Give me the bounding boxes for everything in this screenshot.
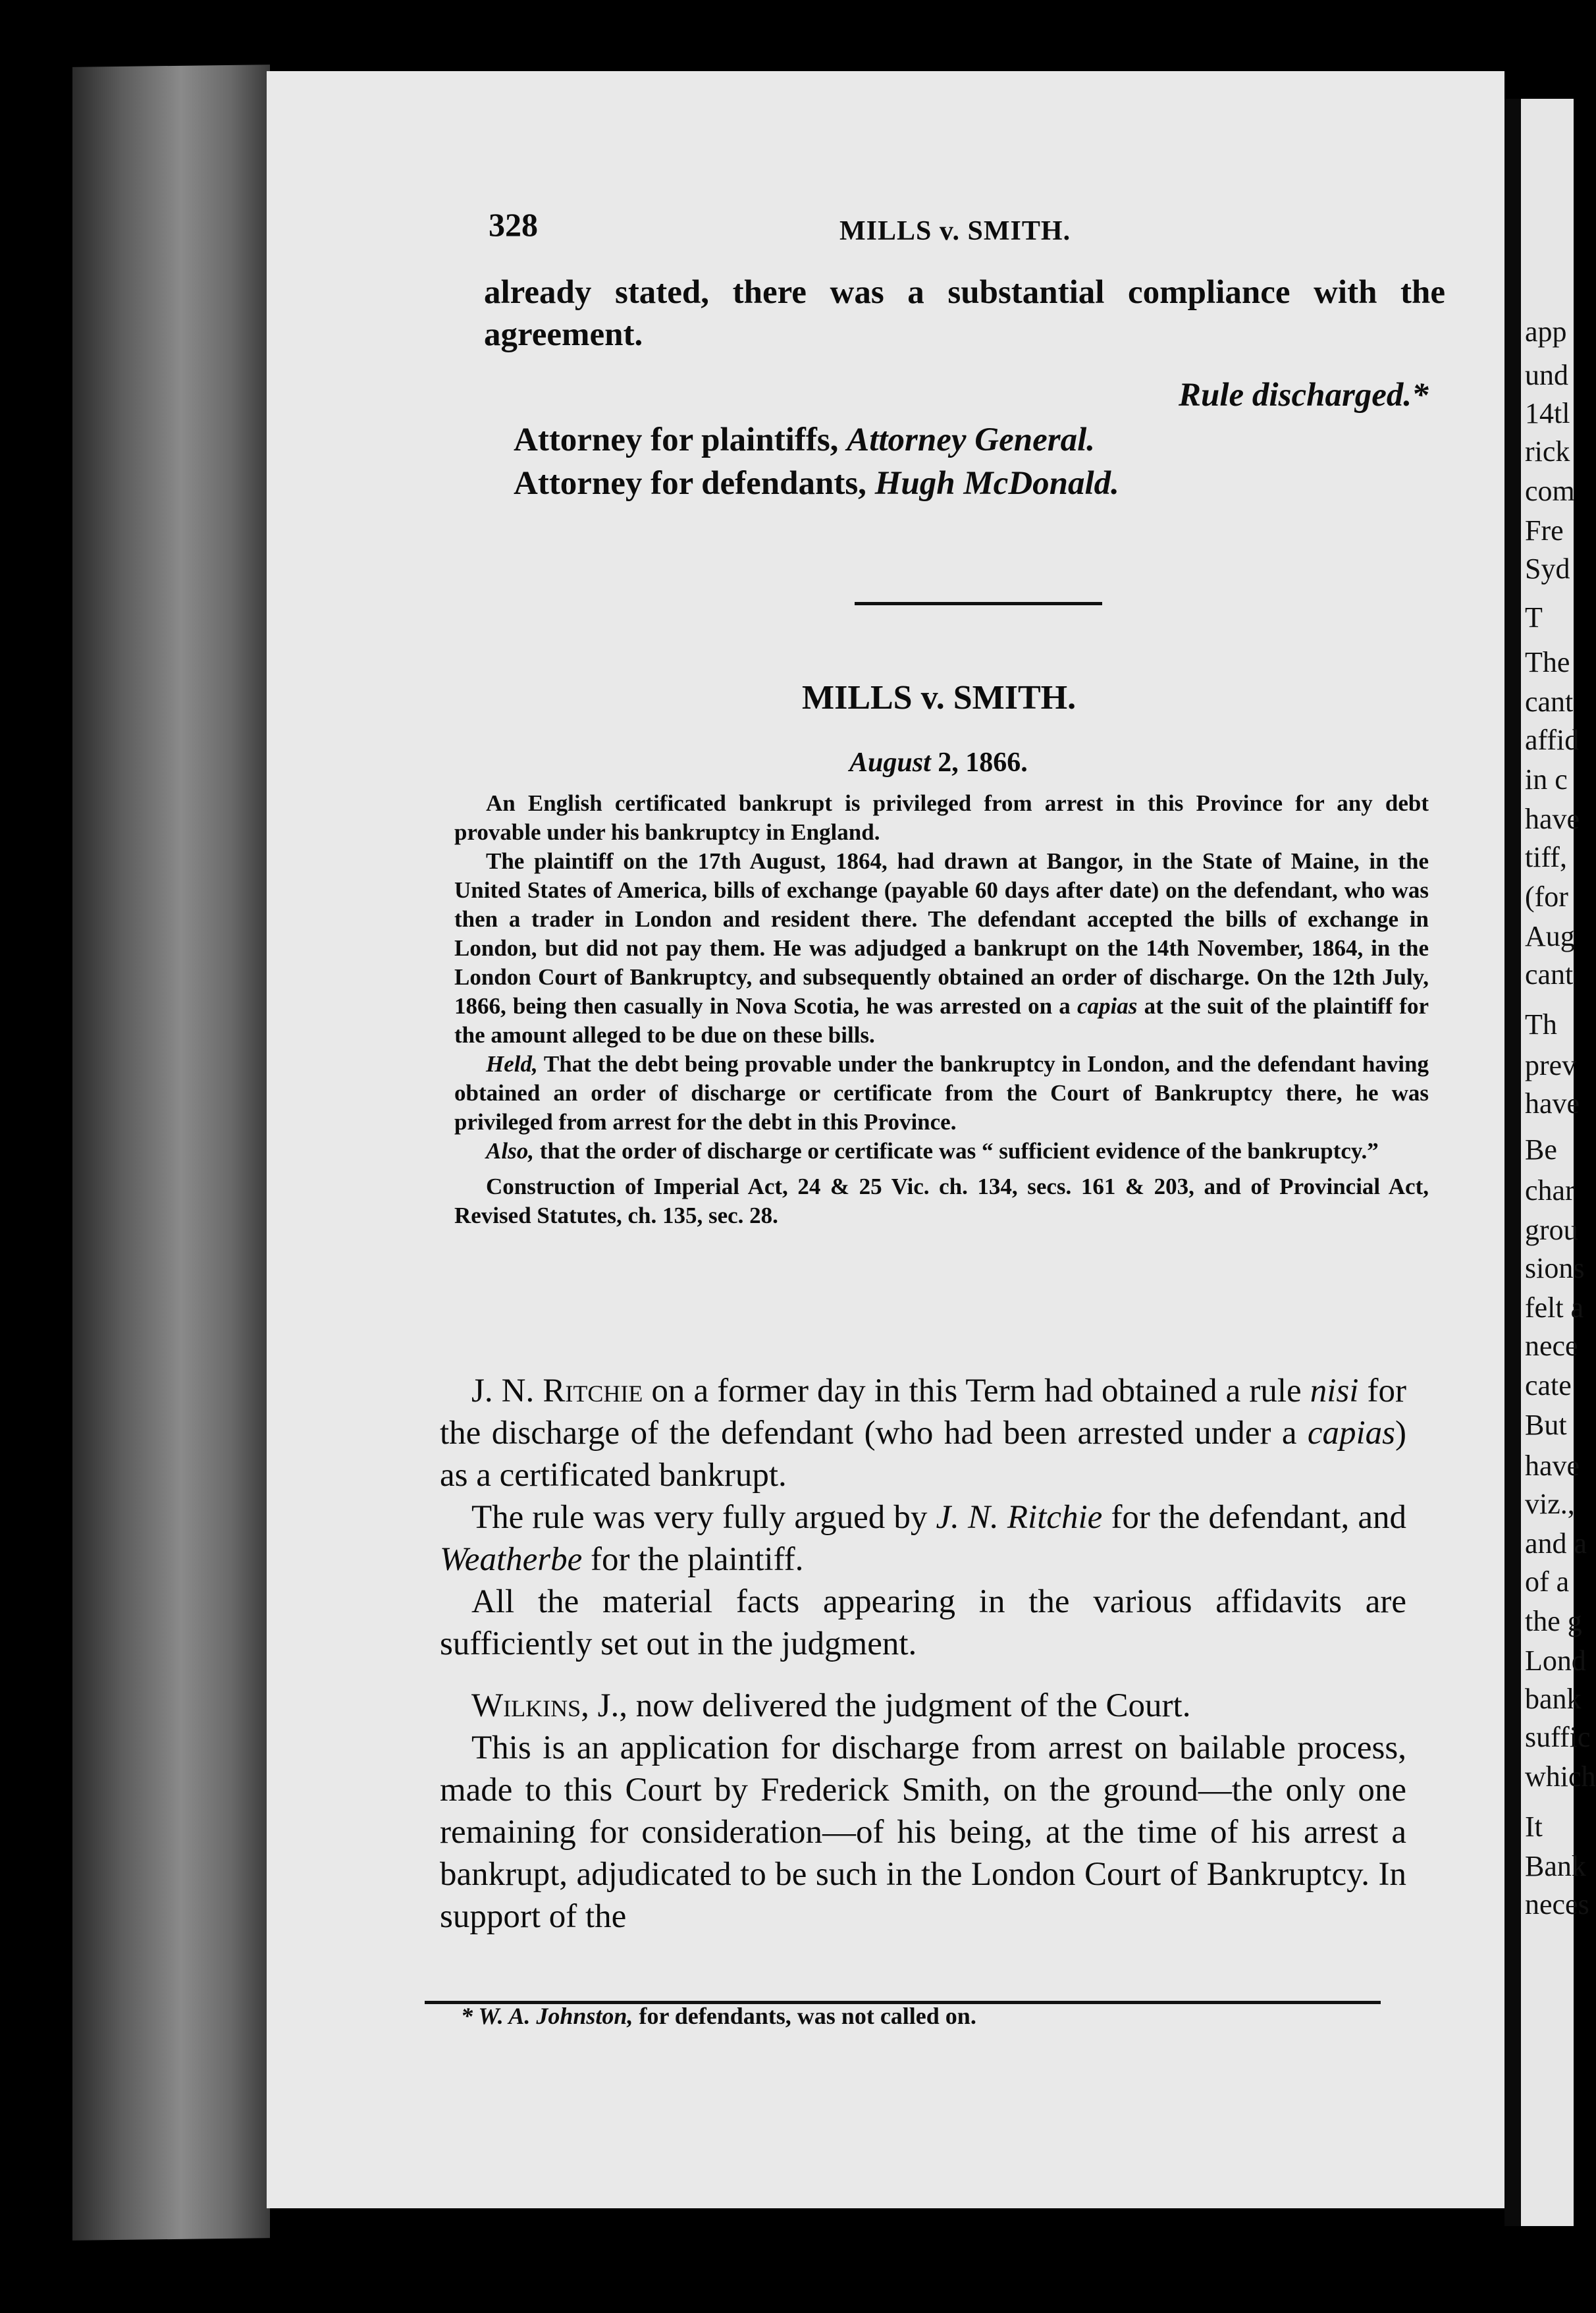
- adjacent-page-text: Be: [1525, 1133, 1557, 1166]
- adjacent-page-text: Lond: [1525, 1645, 1586, 1677]
- adjacent-page-text: T: [1525, 601, 1543, 634]
- adjacent-page-text: nece: [1525, 1330, 1578, 1362]
- body-text-span: ) as a certificated bankrupt.: [440, 1415, 1407, 1494]
- headnote-rule: An English certificated bankrupt is privileged from arrest in this Province for any debt provable under his bankruptcy in England.: [454, 790, 1429, 845]
- counsel-name: Attorney General.: [847, 422, 1095, 458]
- adjacent-page-text: Fre: [1525, 514, 1564, 547]
- adjacent-page-text: Th: [1525, 1008, 1557, 1041]
- adjacent-page-text: und: [1525, 359, 1568, 391]
- body-text-span: for the defendant, and: [1111, 1499, 1407, 1536]
- footnote-text: for defendants, was not called on.: [639, 2003, 976, 2029]
- adjacent-page-text: grou: [1525, 1214, 1578, 1246]
- capias-term: capias: [1077, 993, 1138, 1019]
- headnote-construction: Construction of Imperial Act, 24 & 25 Vic. ch. 134, secs. 161 & 203, and of Provincial Act, Revised Statutes, ch. 135, sec. 28.: [454, 1174, 1429, 1228]
- adjacent-page-text: suffic: [1525, 1721, 1591, 1753]
- adjacent-page-text: cant: [1525, 686, 1574, 718]
- adjacent-page-text: app: [1525, 315, 1567, 348]
- adjacent-page-text: felt a: [1525, 1292, 1584, 1324]
- adjacent-page-text: Bank: [1525, 1850, 1586, 1882]
- adjacent-page-text: bank: [1525, 1683, 1582, 1715]
- adjacent-page-text: But: [1525, 1409, 1567, 1441]
- body-text-span: now delivered the judgment of the Court.: [635, 1687, 1191, 1724]
- counsel-name: J. N. Ritchie: [936, 1499, 1103, 1536]
- nisi-term: nisi: [1310, 1373, 1359, 1409]
- body-text-span: for the discharge of the defendant (who had been arrested under a: [440, 1373, 1406, 1452]
- running-title: MILLS v. SMITH.: [839, 216, 1071, 246]
- held-text: That the debt being provable under the bankruptcy in London, and the defendant having obtained an order of discharge or certificate from the Court of Bankruptcy there, he was privileged from arrest for the debt in this Province.: [454, 1051, 1429, 1135]
- adjacent-page-text: cant: [1525, 958, 1574, 991]
- counsel-name: J. N. Ritchie: [471, 1373, 643, 1409]
- adjacent-page-text: tiff,: [1525, 841, 1567, 873]
- adjacent-page-text: the g: [1525, 1605, 1582, 1637]
- body-paragraph-3: All the material facts appearing in the various affidavits are sufficiently set out in the judgment.: [440, 1583, 1406, 1662]
- counsel-label: Attorney for defendants,: [514, 465, 866, 502]
- adjacent-page-text: com: [1525, 475, 1575, 507]
- headnote-facts-b: at the suit of the plaintiff for the amount alleged to be due on these bills.: [454, 993, 1429, 1048]
- previous-case-paragraph: [484, 271, 1445, 356]
- case-date-month: August: [849, 748, 931, 778]
- book-spine: [72, 65, 270, 2241]
- adjacent-page-text: prev: [1525, 1049, 1577, 1081]
- headnote-facts-a: The plaintiff on the 17th August, 1864, had drawn at Bangor, in the State of Maine, in the United States of America, bills of exchange (payable 60 days after date) on the defendant, who was then a trader in London and resident there. The defendant accepted the bills of exchange in London, but did not pay them. He was adjudged a bankrupt on the 14th November, 1864, in the London Court of Bankruptcy, and subsequently obtained an order of discharge. On the 12th July, 1866, being then casually in Nova Scotia, he was arrested on a: [454, 848, 1429, 1019]
- held-label: Held,: [486, 1051, 538, 1077]
- body-paragraph-1: [440, 1370, 1406, 1496]
- adjacent-page-text: in c: [1525, 763, 1568, 796]
- case-date-rest: 2, 1866.: [938, 748, 1028, 778]
- counsel-label: Attorney for plaintiffs,: [514, 422, 839, 458]
- capias-term: capias: [1307, 1415, 1396, 1452]
- adjacent-page-text: which: [1525, 1760, 1596, 1793]
- adjacent-page-text: char: [1525, 1174, 1575, 1207]
- adjacent-page-text: have: [1525, 1087, 1580, 1120]
- adjacent-page-text: of a: [1525, 1565, 1570, 1598]
- body-paragraph-4: [440, 1685, 1406, 1727]
- body-paragraph-2: [440, 1496, 1406, 1581]
- adjacent-page-fragment: [1521, 99, 1596, 2226]
- adjacent-page-text: affid: [1525, 724, 1580, 756]
- adjacent-page-text: 14tl: [1525, 397, 1570, 429]
- adjacent-page-text: have: [1525, 1450, 1580, 1482]
- section-divider: [855, 602, 1102, 605]
- body-paragraph-5: This is an application for discharge from arrest on bailable process, made to this Court by Frederick Smith, on the ground—the only one remaining for consideration—of his being, at the time of his arrest a bankrupt, adjudicated to be such in the London Court of Bankruptcy. In support of the: [440, 1729, 1406, 1935]
- judge-name: Wilkins, J.,: [471, 1687, 627, 1724]
- counsel-plaintiffs: [514, 419, 1095, 461]
- page-gutter: [1504, 99, 1523, 2226]
- headnotes: [454, 789, 1429, 1230]
- case-date: [849, 747, 1028, 778]
- body-text-span: on a former day in this Term had obtained a rule: [651, 1373, 1302, 1409]
- adjacent-page-text: sions: [1525, 1252, 1585, 1284]
- counsel-defendants: [514, 462, 1119, 504]
- adjacent-page-text: (for: [1525, 881, 1568, 913]
- also-text: that the order of discharge or certificate was “ sufficient evidence of the bankruptcy.”: [539, 1138, 1379, 1164]
- adjacent-page-text: have: [1525, 803, 1580, 835]
- headnote-facts: [454, 847, 1429, 1050]
- also-label: Also,: [486, 1138, 534, 1164]
- adjacent-page-text: neces: [1525, 1888, 1589, 1920]
- footnote: [461, 2002, 976, 2030]
- body-text-span: The rule was very fully argued by: [471, 1499, 928, 1536]
- adjacent-page-text: The: [1525, 646, 1570, 678]
- counsel-name: Hugh McDonald.: [874, 465, 1119, 502]
- headnote-also: [454, 1137, 1429, 1166]
- page-number: 328: [489, 206, 538, 243]
- case-title: MILLS v. SMITH.: [802, 679, 1077, 717]
- previous-case-line: agreement.: [484, 316, 643, 353]
- adjacent-page-text: and a: [1525, 1527, 1587, 1560]
- counsel-name: Weatherbe: [440, 1541, 583, 1578]
- adjacent-page-text: Aug: [1525, 920, 1575, 952]
- disposition: Rule discharged.*: [1179, 377, 1429, 414]
- adjacent-page-text: Syd: [1525, 553, 1570, 585]
- adjacent-page-text: rick: [1525, 435, 1570, 468]
- adjacent-page-text: It: [1525, 1810, 1543, 1843]
- body-text-span: for the plaintiff.: [590, 1541, 804, 1578]
- adjacent-page-text: viz.,: [1525, 1488, 1575, 1520]
- previous-case-line: already stated, there was a substantial compliance with the: [484, 274, 1445, 311]
- headnote-held: [454, 1050, 1429, 1137]
- opinion-body: [440, 1370, 1406, 1938]
- footnote-counsel: * W. A. Johnston,: [461, 2003, 633, 2029]
- adjacent-page-text: cate: [1525, 1369, 1572, 1401]
